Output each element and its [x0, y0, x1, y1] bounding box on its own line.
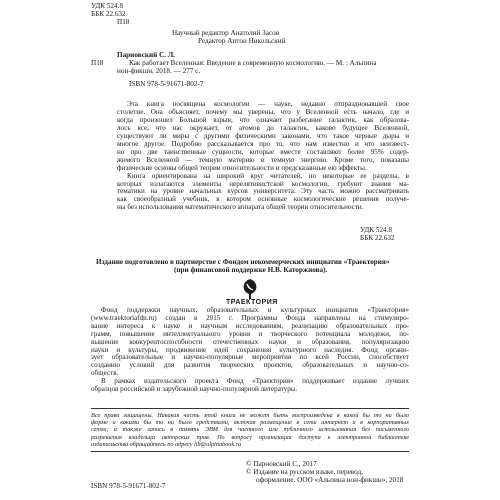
abstract-line: физические основы общей теории относительности и предсказанные ею эффекты. [117, 163, 367, 172]
rights-notice [91, 412, 409, 448]
abstract-line: тематики на уровне начальных курсов университета. Эту часть можно рассматривать [117, 187, 409, 196]
fund-line: созданию условий для развития творческих проектов, образовательных и научно-со- [91, 361, 409, 370]
udk-code: УДК 524.8 [91, 2, 124, 10]
abstract-line: жимого Вселенной — темную материю и темную энергию. Кроме того, показаны [117, 155, 409, 164]
abstract-line: многое другое. Подробно рассказывается про то, что нам известно и что неизвест- [117, 139, 409, 148]
fund-line: вание интереса к науке и научным исследованиям, реализацию образовательных про- [91, 321, 409, 330]
abstract-line: лось все, что нас окружает, от атомов до галактик, каково будущее Вселенной, [117, 123, 409, 132]
abstract-line: как своеобразный учебник, в котором основные космологические решения получе- [117, 195, 409, 204]
citation-code: П18 [91, 59, 104, 67]
rights-line: форме и какими бы то ни было средствами, включая размещение в сети интернет и в корпоративных [91, 419, 409, 427]
abstract-line: существуют ли миры с другими физическими законами, что такое черные дыры и [117, 131, 409, 140]
fund-line: Фонд поддержки научных, образовательных и культурных инициатив «Траектория» [101, 306, 409, 314]
citation-title-line2: нон-фикшн, 2018. — 277 с. [117, 67, 201, 75]
abstract-line: столетие. Она объясняет, почему мы уверены, что у Вселенной есть начало, где и [117, 107, 409, 116]
fund-line: зует образовательные и научно-популярные мероприятия по всей России, способствует [91, 353, 409, 362]
abstract-text [117, 101, 409, 212]
copyright-author: © Парновский С., 2017 [246, 460, 317, 468]
partnership-line2: (при финансовой поддержке Н.В. Каторжнова). [174, 266, 328, 274]
rights-line: сетях, а также запись в память ЭВМ для частного или публичного использования без письменного [91, 426, 409, 434]
divider-top [91, 408, 409, 409]
fund-line: образцов российской и зарубежной научно-популярной литературы. [91, 385, 298, 394]
abstract-line: когда произошел Большой взрыв, что означает разбегание галактик, как образова- [117, 115, 409, 124]
citation-isbn: ISBN 978-5-91671-802-7 [129, 80, 204, 88]
bbk-code-bottom: ББК 22.632 [360, 234, 395, 242]
author-mark: П18 [117, 18, 130, 26]
scientific-editor: Научный редактор Анатолий Засов [172, 29, 280, 37]
rights-line: разрешения владельца авторских прав. По вопросу организации доступа к электронной библиотеке [91, 433, 409, 441]
partnership-line1: Издание подготовлено в партнерстве с Фондом некоммерческих инициатив «Траектория» [96, 258, 390, 266]
abstract-line: ны без использования математического аппарата общей теории относительности. [117, 203, 364, 212]
copyright-edition: © Издание на русском языке, перевод, [246, 468, 363, 476]
citation-author: Парновский С. Л. [117, 51, 176, 59]
fund-line: обществ. [91, 369, 119, 378]
trajectory-logo-icon [226, 278, 274, 300]
fund-line: вышение конкурентоспособности отечественных науки и образования, популяризацию [91, 337, 409, 346]
editor: Редактор Антон Никольский [198, 37, 286, 45]
abstract-line: Книга ориентирована на широкий круг читателей, но некоторые ее разделы, в [127, 171, 409, 180]
fund-line: грамм, повышение интеллектуального уровня и творческого потенциала молодежи, по- [91, 329, 409, 338]
rights-line: Все права защищены. Никакая часть этой книги не может быть воспроизведена в какой бы то ни было [91, 412, 409, 419]
bbk-code: ББК 22.632 [91, 10, 126, 18]
udk-code-bottom: УДК 524.8 [360, 226, 393, 234]
copyright-publisher: оформление. ООО «Альпина нон-фикшн», 2018 [256, 476, 404, 484]
abstract-line: но про две таинственные сущности, которые вместе составляют более 95% содер- [117, 147, 409, 156]
rights-line: издательства обращайтесь по адресу lib@alpinabook.ru [91, 440, 242, 448]
fund-description [91, 307, 409, 394]
fund-line: науки и культуры, продвижение идей сохранения культурного наследия. Фонд органи- [91, 345, 409, 354]
citation-title-line1: Как работает Вселенная: Введение в современную космологию. — М. : Альпина [129, 59, 377, 67]
trajectory-logo-label: ТРАЕКТОРИЯ [226, 299, 278, 306]
footer-isbn: ISBN 978-5-91671-802-7 [91, 482, 166, 490]
divider-bottom [91, 451, 409, 452]
abstract-line: Эта книга посвящена космологии — науке, недавно отпраздновавшей свое [127, 100, 409, 108]
fund-line: (www.traektoriafdn.ru) создан в 2015 г. Программы Фонда направлены на стимулиро- [91, 313, 409, 322]
fund-line: В рамках издательского проекта Фонд «Траектория» поддерживает издание лучших [101, 377, 409, 386]
abstract-line: которых излагаются элементы нерелятивистской космологии, требуют знания ма- [117, 179, 409, 188]
